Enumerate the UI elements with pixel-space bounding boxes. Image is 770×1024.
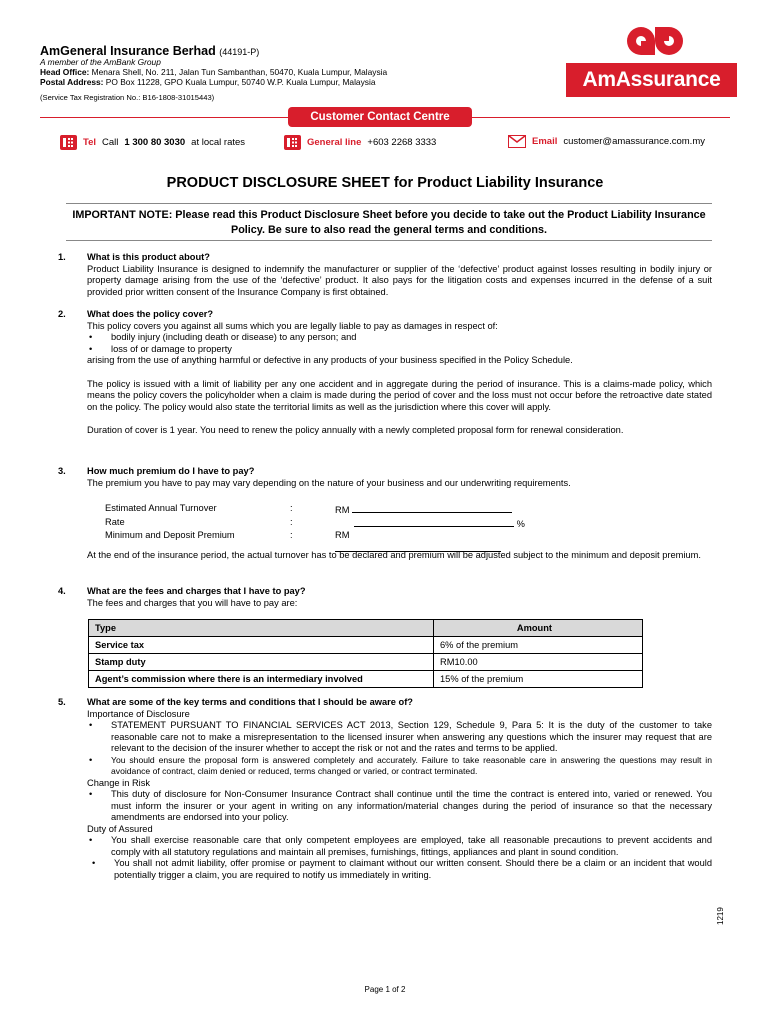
section-1-text: Product Liability Insurance is designed to indemnify the manufacturer or supplier of the ‘defective’ product against losses resulting in bodily injury or property damage arising from the use of the ‘defective’ product. It also pays for the litigation costs and expenses incurred in the defense of a suit provided prior written consent of the Insurance Company is first obtained. <box>87 263 712 297</box>
section-2: 2. What does the policy cover? This policy covers you against all sums which you are legally liable to pay as damages in respect of: • bodily injury (including death or disease) to any person; and • loss of or damage to property arising from the use of anything harmful or defective in any products of your business specified in the Policy Schedule. The policy is issued with a limit of liability per any one accident and in aggregate during the period of insurance. This is a claims-made policy, which means the policy covers the policyholder when a claim is made during the period of cover and the loss must not occur before the retroactive date stated on the policy. The policy would also state the territorial limits as well as the jurisdiction where this cover will apply. Duration of cover is 1 year. You need to renew the policy annually with a newly completed proposal form for renewal consideration. <box>58 309 712 435</box>
premium-fields <box>105 503 534 555</box>
rate-field: Rate : % <box>105 516 525 529</box>
list-item: • You should ensure the proposal form is answered completely and accurately. Failure to take reasonable care in answering the questions may result in avoidance of contract, claim denied or reduced, terms changed or varied, or contract terminated. <box>89 754 712 776</box>
min-deposit-premium-field: Minimum and Deposit Premium : RM <box>105 530 534 555</box>
turnover-input[interactable] <box>352 503 512 513</box>
general-line-contact: General line +603 2268 3333 <box>284 135 436 150</box>
phone-icon <box>284 135 301 150</box>
section-1-question: What is this product about? <box>87 252 210 262</box>
form-code: 1219 <box>716 907 725 925</box>
email-link[interactable]: customer@amassurance.com.my <box>563 136 705 147</box>
section-3-after: At the end of the insurance period, the actual turnover has to be declared and premium will be adjusted subject to the minimum and deposit premium. <box>87 550 701 560</box>
table-row: Stamp duty RM10.00 <box>89 654 643 671</box>
tel-number-link[interactable]: 1 300 80 3030 <box>124 137 186 148</box>
company-name: AmGeneral Insurance Berhad (44191-P) <box>40 44 260 58</box>
email-icon <box>508 135 526 148</box>
important-note: IMPORTANT NOTE: Please read this Product Disclosure Sheet before you decide to take out the Product Liability Insurance Policy. Be sure to also read the general terms and conditions. <box>72 209 706 236</box>
list-item: • You shall exercise reasonable care that only competent employees are employed, take all reasonable precautions to prevent accidents and comply with all statutory regulations and maintain all premises, furnishings, fittings, appliances and plant in sound condition. <box>89 835 712 857</box>
postal-address: Postal Address: PO Box 11228, GPO Kuala Lumpur, 50740 W.P. Kuala Lumpur, Malaysia <box>40 77 376 87</box>
note-top-rule <box>66 203 712 204</box>
section-4-question: What are the fees and charges that I have to pay? <box>87 586 306 596</box>
section-1: 1. What is this product about? Product Liability Insurance is designed to indemnify the manufacturer or supplier of the ‘defective’ product against losses resulting in bodily injury or property damage arising from the use of the ‘defective’ product. It also pays for the litigation costs and expenses incurred in the defense of a suit provided prior written consent of the Insurance Company is first obtained. <box>58 252 712 297</box>
section-5: 5. What are some of the key terms and conditions that I should be aware of? Importance of Disclosure • STATEMENT PURSUANT TO FINANCIAL SERVICES ACT 2013, Section 129, Schedule 9, Para 5: It is the duty of the customer to take reasonable care not to make a misrepresentation to the licensed insurer when answering any questions which the insurer may request that are relevant to the decision of the insurer whether to accept the risk or not and the rates and terms to be applied. • You should ensure the proposal form is answered completely and accurately. Failure to take reasonable care in answering the questions may result in avoidance of contract, claim denied or reduced, terms changed or varied, or contract terminated. Change in Risk • This duty of disclosure for Non-Consumer Insurance Contract shall continue until the time the contract is entered into, varied or renewed. You must inform the insurer or your agent in writing on any information/material changes during the period of insurance so that the necessary amendments are endorsed into your policy. Duty of Assured • You shall exercise reasonable care that only competent employees are employed, take all reasonable precautions to prevent accidents and comply with all statutory regulations and maintain all premises, furnishings, fittings, appliances and plant in sound condition. • You shall not admit liability, offer promise or payment to claimant without our written consent. Should there be a claim or an incident that would potentially trigger a claim, you are required to notify us immediately in writing. <box>58 697 712 880</box>
brand-logo: AmAssurance <box>566 63 737 97</box>
page-title: PRODUCT DISCLOSURE SHEET for Product Liability Insurance <box>166 175 604 191</box>
service-tax-reg: (Service Tax Registration No.: B16-1808-31015443) <box>40 93 215 102</box>
list-item: • loss of or damage to property <box>89 343 232 354</box>
section-4: 4. What are the fees and charges that I have to pay? The fees and charges that you will have to pay are: <box>40 586 712 609</box>
section-3: 3. How much premium do I have to pay? The premium you have to pay may vary depending on the nature of your business and our underwriting requirements. <box>40 466 712 489</box>
table-row: Agent’s commission where there is an intermediary involved 15% of the premium <box>89 671 643 688</box>
list-item: • This duty of disclosure for Non-Consumer Insurance Contract shall continue until the time the contract is entered into, varied or renewed. You must inform the insurer or your agent in writing on any information/material changes during the period of insurance so that the necessary amendments are endorsed into your policy. <box>89 789 712 822</box>
note-bottom-rule <box>66 240 712 241</box>
table-header: Type Amount <box>89 620 643 637</box>
contact-centre-title: Customer Contact Centre <box>288 107 472 127</box>
list-item: • bodily injury (including death or disease) to any person; and <box>89 332 357 342</box>
table-row: Service tax 6% of the premium <box>89 637 643 654</box>
tel-contact: Tel Call 1 300 80 3030 at local rates <box>60 135 245 150</box>
list-item: • STATEMENT PURSUANT TO FINANCIAL SERVICES ACT 2013, Section 129, Schedule 9, Para 5: It is the duty of the customer to take reasonable care not to make a misrepresentation to the licensed insurer when answering any questions which the insurer may request that are relevant to the decision of the insurer whether to accept the risk or not and the rates and terms to be applied. <box>89 720 712 753</box>
company-reg-no: (44191-P) <box>219 47 260 57</box>
page-number: Page 1 of 2 <box>364 985 406 994</box>
list-item: • You shall not admit liability, offer promise or payment to claimant without our written consent. Should there be a claim or an incident that would potentially trigger a claim, you are required to notify us immediately in writing. <box>92 858 712 880</box>
general-line-link[interactable]: +603 2268 3333 <box>367 137 437 148</box>
email-contact: Email customer@amassurance.com.my <box>508 135 705 148</box>
phone-icon <box>60 135 77 150</box>
head-office: Head Office: Menara Shell, No. 211, Jalan Tun Sambanthan, 50470, Kuala Lumpur, Malaysia <box>40 67 388 77</box>
section-3-question: How much premium do I have to pay? <box>87 466 255 476</box>
group-member: A member of the AmBank Group <box>40 57 161 67</box>
section-5-question: What are some of the key terms and conditions that I should be aware of? <box>87 697 413 707</box>
fees-table <box>88 619 643 688</box>
amassurance-logo-icon <box>626 24 684 58</box>
section-2-question: What does the policy cover? <box>87 309 214 319</box>
rate-input[interactable] <box>354 517 514 527</box>
turnover-field: Estimated Annual Turnover : RM <box>105 503 534 517</box>
